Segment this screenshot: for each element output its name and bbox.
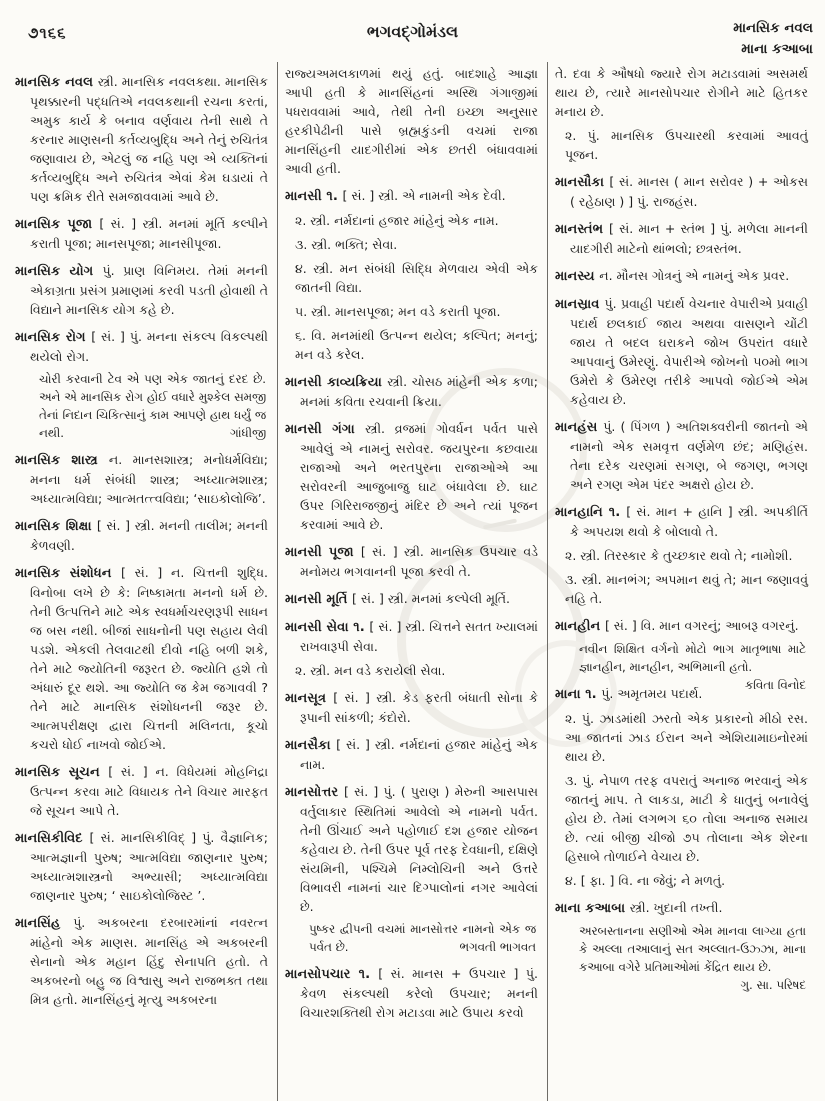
dict-entry bbox=[555, 417, 808, 494]
dict-entry bbox=[285, 372, 538, 411]
dictionary-title: ભગવદ્ગોમંડલ bbox=[366, 22, 459, 41]
dict-entry bbox=[285, 419, 538, 534]
headword: માનસિક સંશોધન bbox=[15, 566, 121, 581]
text-columns bbox=[8, 62, 817, 1101]
entry-body: પું. અમૃતમય પદાર્થ. bbox=[601, 686, 703, 701]
headword: માનસિક શાસ્ત્ર bbox=[15, 453, 109, 468]
dict-entry bbox=[285, 617, 538, 656]
dict-entry bbox=[555, 502, 808, 541]
entry-body: પું. અકબરના દરબારમાંનાં નવરત્ન માંહેનો એક માણસ. માનસિંહ એ અકબરની સેનાનો એક મહાન હિંદુ સેનાપતિ હતો. તે અકબરનો બહુ જ વિશ્વાસુ અને રાજભક્ત તથા મિત્ર હતો. માનસિંહનું મૃત્યુ અકબરના bbox=[30, 915, 268, 1007]
headword: માનસી કાવ્યક્રિયા bbox=[285, 375, 388, 390]
headword: માના ૧. bbox=[555, 687, 602, 702]
entry-body: ન. મૌનસ ગોત્રનું એ નામનું એક પ્રવર. bbox=[599, 268, 790, 283]
sub-definition bbox=[285, 211, 538, 230]
entry-body: [ સં. માનસિકીવિદ્ ] પું. વૈજ્ઞાનિક; આત્મજ્ઞાની પુરુષ; આત્મવિદ્યા જાણનાર પુરુષ; અધ્યાત્મશાસ્ત્રનો અભ્યાસી; અધ્યાત્મવિદ્યા જાણનાર પુરુષ; ‘ સાઇકોલોજિસ્ટ ’. bbox=[30, 830, 268, 903]
sub-definition bbox=[555, 709, 808, 766]
quote-text: અરબસ્તાનના સણીઓ એમ માનવા લાગ્યા હતા કે અલ્લા તઆલાનું સત અલ્લાત-ઉઝ્ઝા, માના કઆબા વગેરે પ્રતિમાઓમાં કેંદ્રિત થાય છે. bbox=[579, 924, 806, 974]
headword: માનહીન bbox=[555, 619, 605, 634]
entry-body: [ સં. ] ન. વિધેયમાં મોહનિદ્રા ઉત્પન્ન કરવા માટે વિધાયક તેને વિચાર મારફત જે સૂચન આપે તે. bbox=[30, 764, 269, 818]
quote-text: નવીન શિક્ષિત વર્ગનો મોટો ભાગ માતૃભાષા માટે જ્ઞાનહીન, માનહીન, અભિમાની હતો. bbox=[579, 642, 806, 674]
entry-body: પું. પ્રાણ વિનિમય. તેમાં મનની એકાગ્રતા પ્રસંગ પ્રમાણમાં કરવી પડતી હોવાથી તે વિદ્યાને માનસિક યોગ કહે છે. bbox=[30, 263, 268, 317]
entry-body: [ સં. ] સ્ત્રી. એ નામની એક દેવી. bbox=[342, 188, 506, 203]
quote-citation: કવિતા વિનોદ bbox=[744, 678, 806, 692]
entry-body: પું. ( પિંગળ ) અતિશક્વરીની જાતનો એ નામનો એક સમવૃત્ત વર્ણમેળ છંદ; મણિહંસ. તેના દરેક ચરણમાં સગણ, બે જગણ, ભગણ અને રગણ એમ પંદર અક્ષરો હોય છે. bbox=[570, 419, 808, 492]
entry-body: પું. પ્રવાહી પદાર્થ વેચનાર વેપારીએ પ્રવાહી પદાર્થ છલકાઈ જાય અથવા વાસણને ચોંટી જાય તે બદલ ઘરાકને જોખ ઉપરાંત વધારે આપવાનું ઉમેરણું. વેપારીએ જોખનો ૫૦મો ભાગ ઉમેરો કે ઉમેરણ તરીકે આપવો જોઈએ એમ કહેવાય છે. bbox=[570, 296, 808, 407]
dict-entry bbox=[555, 898, 808, 918]
entry-body: તે. દવા કે ઔષધો જ્યારે રોગ મટાડવામાં અસમર્થ થાય છે, ત્યારે માનસોપચાર રોગીને માટે હિતકર મનાય છે. bbox=[555, 66, 808, 119]
sub-definition bbox=[555, 771, 808, 866]
headword: માનસિક સૂચન bbox=[15, 765, 109, 780]
headword: માનસી પૂજા bbox=[285, 545, 361, 560]
dict-entry bbox=[555, 219, 808, 258]
quotation bbox=[309, 920, 536, 956]
entry-body: [ સં. ] સ્ત્રી. કેડ ફરતી બંધાતી સોના કે રૂપાની સાંકળી; કંદોરો. bbox=[300, 690, 538, 725]
headword: માનસિક નવલ bbox=[15, 75, 98, 90]
dict-entry bbox=[285, 542, 538, 581]
dict-entry bbox=[555, 294, 808, 409]
headword: માનહંસ bbox=[555, 420, 604, 435]
header-last-entry: માના કઆબા bbox=[741, 41, 813, 57]
sub-definition bbox=[555, 546, 808, 565]
quote-text: ચોરી કરવાની ટેવ એ પણ એક જાતનું દરદ છે. અને એ માનસિક રોગ હોઈ વધારે મુશ્કેલ સમજી તેનાં નિદાન ચિકિત્સાનું કામ આપણે હાથ ધર્યું જ નથી. bbox=[39, 372, 266, 440]
entry-body: ૨. સ્ત્રી. તિરસ્કાર કે તુચ્છકાર થવો તે; નામોશી. bbox=[565, 548, 793, 563]
entry-body: ન. માનસશાસ્ત્ર; મનોધર્મવિદ્યા; મનના ધર્મ સંબંધી શાસ્ત્ર; અધ્યાત્મશાસ્ત્ર; અધ્યાત્મવિદ્યા; આત્મતત્ત્વવિદ્યા; ‘સાઇકોલોજિ’. bbox=[30, 452, 268, 506]
page-number: ૭૧૬૬ bbox=[28, 24, 67, 42]
sub-definition bbox=[285, 661, 538, 680]
dict-entry bbox=[555, 266, 808, 286]
sub-definition bbox=[555, 126, 808, 164]
quotation bbox=[39, 370, 266, 442]
quote-text: પુષ્કર દ્વીપની વચમાં માનસોત્તર નામનો એક જ પર્વત છે. bbox=[309, 922, 536, 954]
dict-entry bbox=[15, 214, 268, 253]
dict-entry bbox=[15, 913, 268, 1009]
entry-body: ૩. સ્ત્રી. માનભંગ; અપમાન થવું તે; માન જણાવવું નહિ તે. bbox=[565, 572, 808, 606]
headword: માનસ્ય bbox=[555, 269, 600, 284]
headword: માનસી ૧. bbox=[285, 189, 343, 204]
entry-body: [ સં. ] પું. ( પુરાણ ) મેરુની આસપાસ વર્તુલાકાર સ્થિતિમાં આવેલો એ નામનો પર્વત. તેની ઊંચાઈ અને પહોળાઈ દશ હજાર યોજન કહેવાય છે. તેની ઉપર પૂર્વ તરફ દેવધાની, દક્ષિણે સંયમિની, પશ્ચિમે નિમ્લોચિની અને ઉત્તરે વિભાવરી નામનાં ચાર દિગ્પાલોનાં નગર આવેલાં છે. bbox=[300, 784, 538, 914]
entry-body: [ સં. ] સ્ત્રી. મનમાં મૂર્તિ કલ્પીને કરાતી પૂજા; માનસપૂજા; માનસીપૂજા. bbox=[30, 216, 268, 251]
column-3 bbox=[547, 62, 817, 1101]
headword: માનસોત્તર bbox=[285, 785, 345, 800]
dict-entry bbox=[15, 516, 268, 555]
sub-definition bbox=[285, 259, 538, 297]
sub-definition bbox=[555, 871, 808, 890]
dict-entry bbox=[555, 172, 808, 211]
dict-entry bbox=[285, 735, 538, 774]
entry-body: સ્ત્રી. ચોસઠ માંહેની એક કળા; મનમાં કવિતા રચવાની ક્રિયા. bbox=[300, 374, 538, 409]
entry-body: ૪. સ્ત્રી. મન સંબંધી સિદ્ધિ મેળવાય એવી એક જાતની વિદ્યા. bbox=[295, 261, 538, 295]
quote-citation: ગુ. સા. પરિષદ bbox=[740, 978, 806, 992]
headword: માનસિક પૂજા bbox=[15, 217, 100, 232]
dict-entry bbox=[15, 563, 268, 754]
entry-body: ૬. વિ. મનમાંથી ઉત્પન્ન થયેલ; કલ્પિત; મનનું; મન વડે કરેલ. bbox=[295, 328, 538, 362]
headword: માના કઆબા bbox=[555, 901, 630, 916]
dict-entry bbox=[285, 186, 538, 206]
entry-body: સ્ત્રી. ખુદાની તખ્તી. bbox=[629, 900, 723, 915]
entry-body: ૩. પું. નેપાળ તરફ વપરાતું અનાજ ભરવાનું એક જાતનું માપ. તે લાકડા, માટી કે ધાતુનું બનાવેલું હોય છે. તેમાં લગભગ ૬૦ તોલા અનાજ સમાય છે. ત્યાં બીજી ચીજો ૭૫ તોલાના એક શેરના હિસાબે તોળાઈને વેચાય છે. bbox=[565, 773, 808, 864]
entry-body: [ સં. ] સ્ત્રી. નર્મદાનાં હજાર માંહેનું એક નામ. bbox=[300, 737, 538, 772]
headword: માનસૌકા bbox=[555, 175, 610, 190]
dict-entry bbox=[555, 616, 808, 636]
headword: માનસિક યોગ bbox=[15, 264, 103, 279]
headword: માનસૂત્ર bbox=[285, 691, 334, 706]
headword: માનસિક રોગ bbox=[15, 330, 92, 345]
entry-body: ૨. સ્ત્રી. નર્મદાનાં હજાર માંહેનું એક નામ. bbox=[295, 213, 499, 228]
entry-body: [ સં. માન + સ્તંભ ] પું. મળેલા માનની યાદગીરી માટેનો થાંભલો; છત્રસ્તંભ. bbox=[570, 221, 808, 256]
entry-body: સ્ત્રી. માનસિક નવલકથા. માનસિક પૃથક્કારની પદ્ધતિએ નવલકથાની રચના કરતાં, અમુક કાર્ય કે બનાવ વર્ણવાય તેની સાથે તે કરનાર માણસની કર્તવ્યબુદ્ધિ અને તેનું રુચિતંત્ર જણાવાય છે, એટલું જ નહિ પણ એ વ્યક્તિનાં કર્તવ્યબુદ્ધિ અને રુચિતંત્ર એવાં કેમ ઘડાયાં તે પણ ક્રમિક રીતે સમજાવવામાં આવે છે. bbox=[30, 74, 268, 204]
dict-entry bbox=[15, 72, 268, 206]
sub-definition bbox=[285, 235, 538, 254]
entry-body: [ સં. ] ન. ચિત્તની શુદ્ધિ. વિનોબા લખે છે કે: નિષ્કામતા મનનો ધર્મ છે. તેની ઉત્પત્તિને માટે એક સ્વધર્માચરણરૂપી સાધન જ બસ નથી. બીજાં સાધનોની પણ સહાય લેવી પડશે. એકલી તેલવાટથી દીવો નહિ બળી શકે, તેને માટે જ્યોતિની જરૂરત છે. જ્યોતિ હશે તો અંધારું દૂર થશે. આ જ્યોતિ જ કેમ જગાવવી ? તેને માટે માનસિક સંશોધનની જરૂર છે. આત્મપરીક્ષણ દ્વારા ચિત્તની મલિનતા, કૂચો કચરો ધોઈ નાખવો જોઈએ. bbox=[30, 565, 268, 752]
headword: માનસ્તંભ bbox=[555, 222, 610, 237]
dict-entry bbox=[15, 327, 268, 366]
dict-entry bbox=[15, 762, 268, 820]
headword: માનસ્રાવ bbox=[555, 297, 605, 312]
column-1 bbox=[8, 62, 277, 1101]
headword: માનસી મૂર્તિ bbox=[285, 592, 353, 607]
dict-entry bbox=[15, 828, 268, 905]
entry-body: સ્ત્રી. વ્રજમાં ગોવર્ધન પર્વત પાસે આવેલું એ નામનું સરોવર. જયપુરના કછવાયા રાજાઓ અને ભરતપુરના રાજાઓએ આ સરોવરની આજુબાજુ ઘાટ બંધાવેલા છે. ઘાટ ઉપર ગિરિરાજજીનું મંદિર છે અને ત્યાં પૂજન કરવામાં આવે છે. bbox=[300, 421, 538, 532]
entry-body: ૨. પું. માનસિક ઉપચારથી કરવામાં આવતું પૂજન. bbox=[565, 128, 808, 162]
entry-body: [ સં. માન + હાનિ ] સ્ત્રી. અપકીર્તિ કે અપયશ થવો કે બોલાવો તે. bbox=[570, 504, 808, 539]
quotation bbox=[579, 922, 806, 992]
entry-body: [ સં. માનસ + ઉપચાર ] પું. કેવળ સંકલ્પથી કરેલો ઉપચાર; મનની વિચારશક્તિથી રોગ મટાડવા માટે ઉપાય કરવો bbox=[300, 966, 538, 1020]
headword: માનસિંહ bbox=[15, 916, 74, 931]
entry-body: ૫. સ્ત્રી. માનસપૂજા; મન વડે કરાતી પૂજા. bbox=[295, 304, 501, 319]
entry-body: ૪. [ ફા. ] વિ. ના જેવું; ને મળતું. bbox=[565, 873, 726, 888]
header-first-entry: માનસિક નવલ bbox=[733, 20, 813, 36]
header-guide-words bbox=[733, 18, 813, 60]
headword: માનસૈકા bbox=[285, 738, 337, 753]
headword: માનસી સેવા ૧. bbox=[285, 620, 370, 635]
headword: માનસિક શિક્ષા bbox=[15, 519, 97, 534]
quotation bbox=[579, 640, 806, 692]
dict-entry bbox=[285, 782, 538, 916]
entry-body: [ સં. ] સ્ત્રી. માનસિક ઉપચાર વડે મનોમય ભગવાનની પૂજા કરવી તે. bbox=[300, 544, 538, 579]
entry-body: ૩. સ્ત્રી. ભક્તિ; સેવા. bbox=[295, 237, 398, 252]
headword: માનસિકીવિદ bbox=[15, 831, 90, 846]
sub-definition bbox=[285, 326, 538, 364]
entry-body: [ સં. ] વિ. માન વગરનું; આબરૂ વગરનું. bbox=[604, 618, 799, 633]
column-2 bbox=[277, 62, 547, 1101]
entry-body: રાજ્યઅમલકાળમાં થયું હતું. બાદશાહે આજ્ઞા આપી હતી કે માનસિંહનાં અસ્થિ ગંગાજીમાં પધરાવવામાં આવે, તેથી તેની ઇચ્છા અનુસાર હરકીપેઢીની પાસે બ્રહ્મકુંડની વચમાં રાજા માનસિંહની યાદગીરીમાં એક છતરી બંધાવવામાં આવી હતી. bbox=[285, 66, 538, 176]
dict-entry bbox=[285, 688, 538, 727]
headword: માનસોપચાર ૧. bbox=[285, 967, 379, 982]
dict-entry bbox=[285, 964, 538, 1022]
entry-body: [ સં. ] પું. મનના સંકલ્પ વિકલ્પથી થયેલો રોગ. bbox=[30, 329, 268, 364]
dict-entry bbox=[285, 589, 538, 609]
entry-continuation bbox=[555, 64, 808, 121]
entry-body: ૨. પું. ઝાડમાંથી ઝરતો એક પ્રકારનો મીઠો રસ. આ જાતનાં ઝાડ ઈરાન અને એશિયામાઇનોરમાં થાય છે. bbox=[565, 711, 808, 764]
dict-entry bbox=[15, 261, 268, 319]
entry-body: ૨. સ્ત્રી. મન વડે કરાયેલી સેવા. bbox=[295, 663, 446, 678]
page-header bbox=[0, 18, 825, 66]
entry-body: [ સં. ] સ્ત્રી. ચિત્તને સતત ખ્યાલમાં રાખવારૂપી સેવા. bbox=[300, 619, 538, 654]
quote-citation: ગાંધીજી bbox=[230, 426, 266, 440]
entry-body: [ સં. ] સ્ત્રી. મનમાં કલ્પેલી મૂર્તિ. bbox=[352, 591, 510, 606]
sub-definition bbox=[285, 302, 538, 321]
entry-body: [ સં. માનસ ( માન સરોવર ) + ઓકસ ( રહેઠાણ ) ] પું. રાજહંસ. bbox=[570, 174, 808, 209]
headword: માનસી ગંગા bbox=[285, 422, 366, 437]
entry-body: [ સં. ] સ્ત્રી. મનની તાલીમ; મનની કેળવણી. bbox=[30, 518, 268, 553]
quote-citation: ભગવતી ભાગવત bbox=[459, 940, 536, 954]
sub-definition bbox=[555, 570, 808, 608]
headword: માનહાનિ ૧. bbox=[555, 505, 627, 520]
entry-continuation bbox=[285, 64, 538, 178]
dict-entry bbox=[15, 450, 268, 508]
